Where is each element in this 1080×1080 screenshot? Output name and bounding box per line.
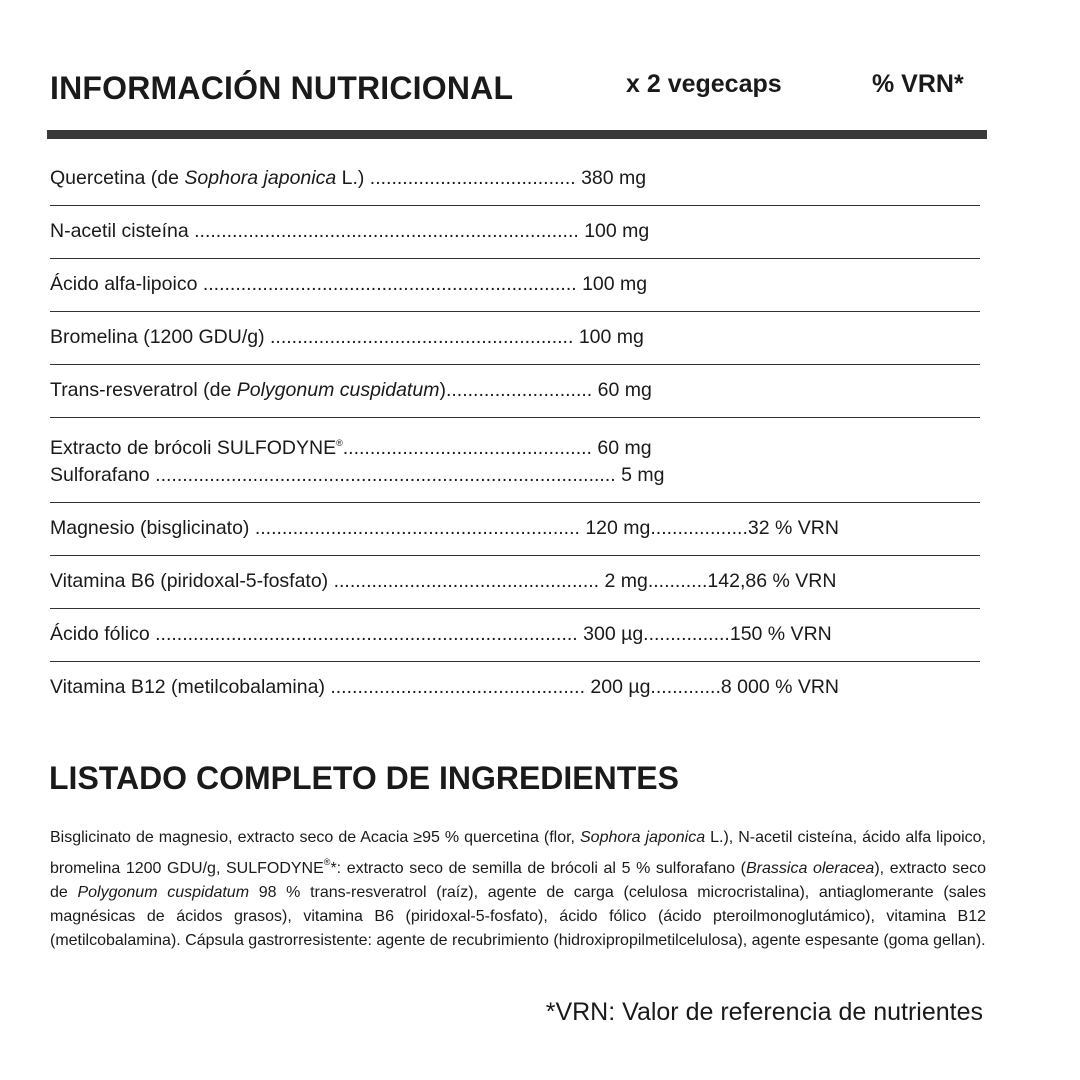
nutrient-row: [50, 271, 980, 312]
nutrient-text-pre: Extracto de brócoli SULFODYNE: [50, 437, 337, 459]
nutrient-line: [50, 324, 980, 351]
nutrition-info-title: INFORMACIÓN NUTRICIONAL: [50, 70, 514, 106]
nutrient-text-reg: ®: [336, 438, 343, 448]
per-serving-column-header: x 2 vegecaps: [626, 70, 782, 98]
nutrient-line: [50, 462, 980, 489]
nutrient-row: [50, 218, 980, 259]
nutrient-text-pre: Vitamina B12 (metilcobalamina) ............................................... 200 µg.............8 000 % VRN: [50, 676, 840, 698]
nutrient-text-pre: Ácido alfa-lipoico ..................................................................... 100 mg: [50, 273, 648, 295]
vrn-column-header: % VRN*: [872, 70, 964, 98]
nutrient-line: [50, 218, 980, 245]
nutrient-text-pre: Bromelina (1200 GDU/g) ........................................................ 100 mg: [50, 326, 644, 348]
ingredients-text: [50, 826, 986, 953]
nutrient-line: [50, 165, 980, 192]
nutrition-table: [50, 165, 980, 726]
nutrient-row: [50, 621, 980, 662]
nutrient-line: [50, 271, 980, 298]
ingredients-part: Sophora japonica: [580, 829, 706, 846]
ingredients-part: Brassica oleracea: [746, 860, 875, 877]
nutrient-line: [50, 621, 980, 648]
nutrient-line: [50, 430, 980, 462]
nutrient-text-pre: Ácido fólico .............................................................................. 300 µg................150 % VRN: [50, 623, 832, 645]
nutrient-row: [50, 430, 980, 503]
nutrient-row: [50, 674, 980, 714]
nutrient-text-post: )........................... 60 mg: [439, 379, 652, 401]
nutrient-line: [50, 515, 980, 542]
nutrient-row: [50, 377, 980, 418]
nutrient-line: [50, 568, 980, 595]
nutrient-text-pre: Vitamina B6 (piridoxal-5-fosfato) ................................................. 2 mg...........142,86 % VRN: [50, 570, 837, 592]
nutrient-text-pre: Trans-resveratrol (de: [50, 379, 237, 401]
nutrient-row: [50, 515, 980, 556]
nutrient-line: [50, 377, 980, 404]
nutrient-text-pre: Sulforafano ..................................................................................... 5 mg: [50, 464, 665, 486]
nutrient-text-pre: Magnesio (bisglicinato) ............................................................ 120 mg..................32 % VRN: [50, 517, 839, 539]
nutrient-text-ital: Sophora japonica: [184, 167, 337, 189]
ingredients-part: Bisglicinato de magnesio, extracto seco de Acacia ≥95 % quercetina (flor,: [50, 829, 580, 846]
ingredients-part: ), extracto seco de: [50, 860, 987, 901]
ingredients-part: ®: [323, 857, 331, 867]
ingredients-part: *: extracto seco de semilla de brócoli al 5 % sulforafano (: [330, 860, 746, 877]
nutrient-row: [50, 568, 980, 609]
header-divider: [47, 130, 987, 139]
nutrient-text-post: L.) ...................................... 380 mg: [336, 167, 647, 189]
nutrient-text-ital: Polygonum cuspidatum: [236, 379, 440, 401]
vrn-footnote: *VRN: Valor de referencia de nutrientes: [545, 998, 983, 1026]
nutrient-text-post: .............................................. 60 mg: [342, 437, 652, 459]
ingredients-part: L.), N-acetil cisteína, ácido alfa lipoico, bromelina 1200 GDU/g, SULFODYNE: [50, 829, 986, 877]
nutrient-row: [50, 165, 980, 206]
nutrient-text-pre: Quercetina (de: [50, 167, 185, 189]
ingredients-part: 98 % trans-resveratrol (raíz), agente de carga (celulosa microcristalina), antiaglomerante (sales magnésicas de ácidos grasos), vitamina B6 (piridoxal-5-fosfato), ácido fólico (ácido pteroilmonoglutámico), vitamina B12 (metilcobalamina). Cápsula gastrorresistente: agente de recubrimiento (hidroxipropilmetilcelulosa), agente espesante (goma gellan).: [50, 884, 986, 949]
nutrient-row: [50, 324, 980, 365]
ingredients-title: LISTADO COMPLETO DE INGREDIENTES: [49, 760, 679, 796]
nutrient-text-pre: N-acetil cisteína ....................................................................... 100 mg: [50, 220, 650, 242]
nutrient-line: [50, 674, 980, 701]
ingredients-part: Polygonum cuspidatum: [77, 884, 250, 901]
